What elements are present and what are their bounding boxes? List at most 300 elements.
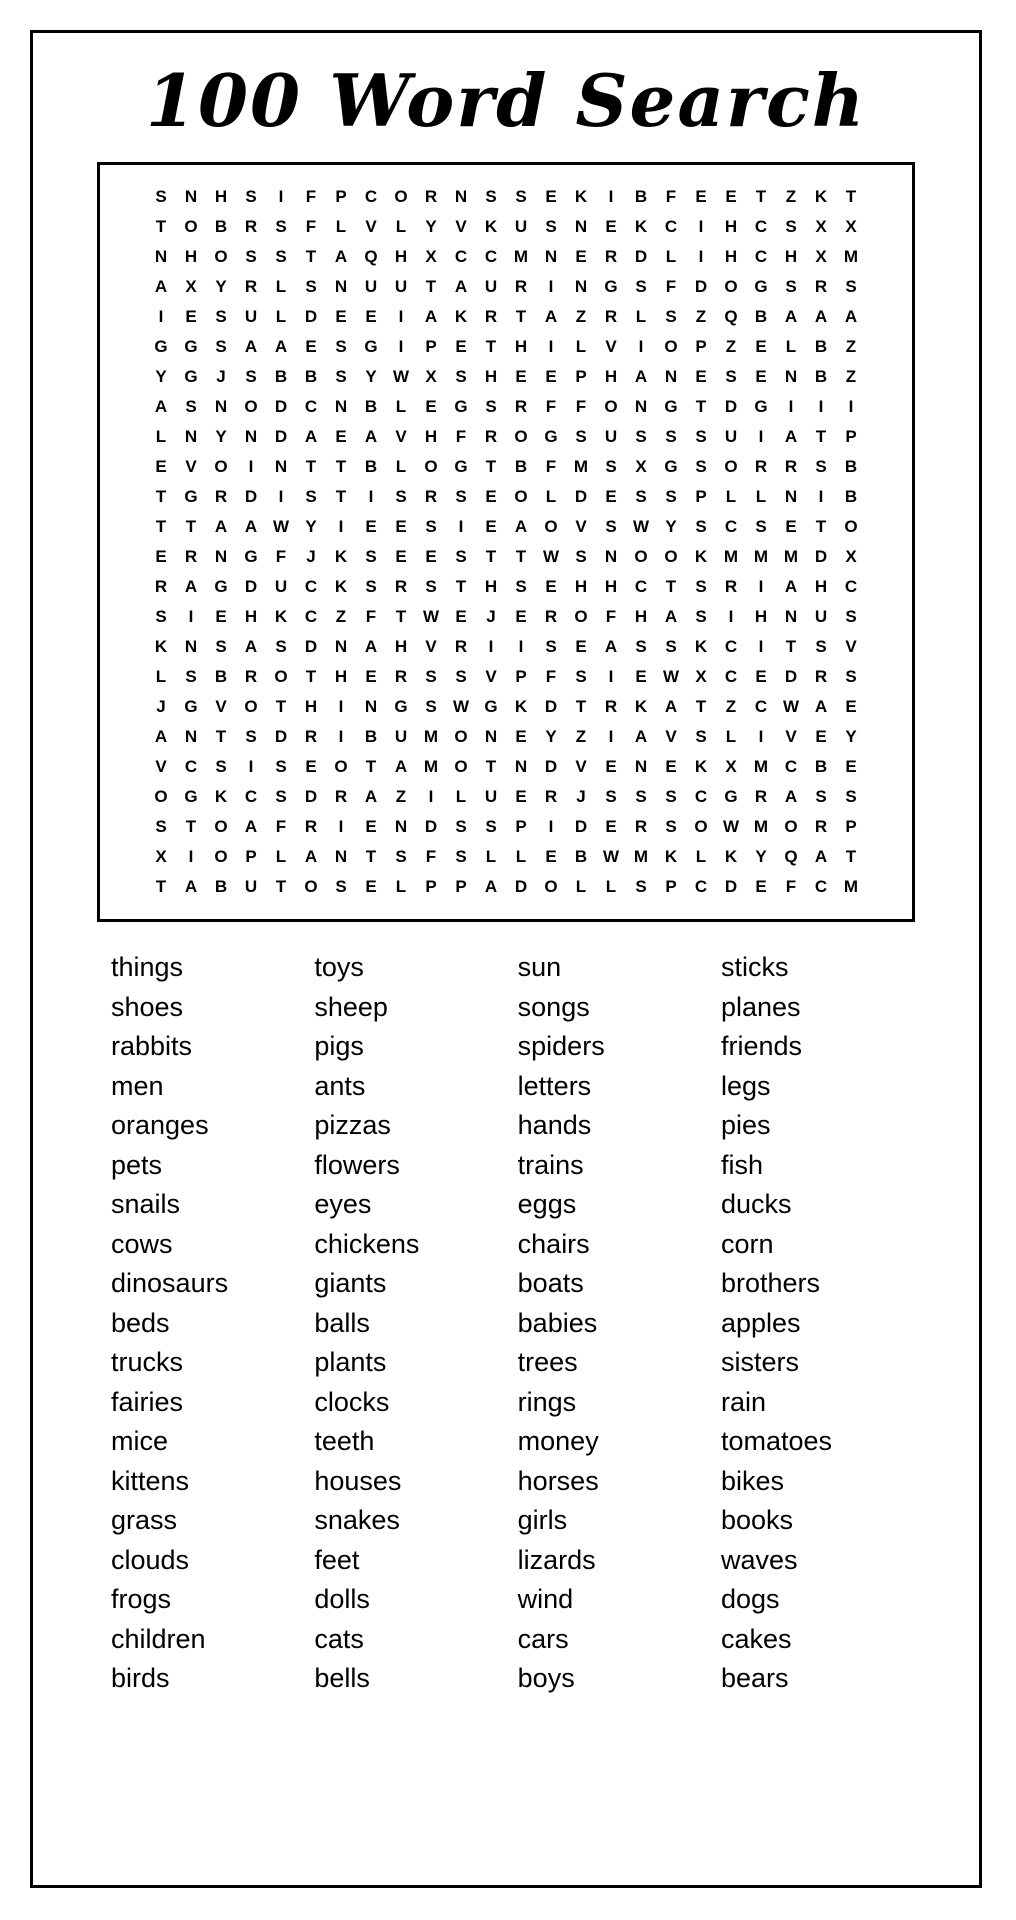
grid-cell: S [305,487,317,507]
grid-cell: S [215,637,227,657]
grid-cell: S [575,427,587,447]
grid-cell: G [604,277,618,297]
grid-cell: S [695,517,707,537]
grid-cell: A [214,517,228,537]
word-list-item: mice [111,1426,169,1457]
word-list-item: boys [517,1663,575,1694]
grid-cell: E [485,517,497,537]
grid-cell: N [784,367,798,387]
grid-cell: A [184,877,198,897]
word-list-item: bells [314,1663,370,1694]
grid-cell: D [514,877,528,897]
grid-cell: D [694,277,708,297]
grid-cell: W [392,367,410,387]
grid-cell: B [364,397,378,417]
grid-cell: Z [845,367,857,387]
grid-cell: O [724,457,738,477]
grid-cell: B [214,667,228,687]
grid-cell: I [278,487,284,507]
grid-cell: W [422,607,440,627]
grid-cell: A [664,607,678,627]
word-list-item: trucks [111,1347,184,1378]
grid-cell: V [665,727,677,747]
grid-cell: T [335,487,347,507]
word-list-item: chickens [314,1228,420,1259]
grid-cell: E [365,667,377,687]
grid-cell: H [304,697,318,717]
grid-cell: O [274,667,288,687]
grid-cell: I [608,727,614,747]
word-list-item: beds [111,1307,170,1338]
grid-cell: I [278,187,284,207]
grid-cell: O [724,277,738,297]
grid-cell: R [754,457,768,477]
grid-cell: L [155,427,167,447]
grid-cell: N [454,187,468,207]
grid-cell: K [154,637,168,657]
grid-cell: S [635,487,647,507]
grid-cell: S [245,367,257,387]
grid-cell: S [275,217,287,237]
grid-cell: C [184,757,198,777]
word-list-item: eyes [314,1189,372,1220]
grid-cell: N [634,757,648,777]
grid-cell: K [694,757,708,777]
grid-cell: C [694,877,708,897]
grid-cell: N [184,637,198,657]
word-search-grid [100,183,912,903]
grid-cell: W [722,817,740,837]
grid-cell: S [185,667,197,687]
grid-row [146,393,866,420]
grid-cell: S [455,547,467,567]
grid-cell: V [575,517,587,537]
grid-cell: D [574,487,588,507]
grid-cell: N [334,277,348,297]
grid-cell: H [814,577,828,597]
grid-cell: A [364,637,378,657]
grid-cell: R [814,817,828,837]
word-list-item: birds [111,1663,170,1694]
grid-cell: S [455,487,467,507]
grid-cell: S [515,187,527,207]
grid-cell: B [304,367,318,387]
grid-cell: L [785,337,797,357]
grid-cell: T [155,217,167,237]
grid-cell: D [304,637,318,657]
grid-cell: H [724,247,738,267]
word-list-item: oranges [111,1110,209,1141]
word-list-column [518,948,698,1699]
grid-cell: S [815,637,827,657]
grid-cell: D [274,397,288,417]
grid-cell: A [154,277,168,297]
grid-cell: R [484,427,498,447]
word-list-item: waves [720,1544,798,1575]
grid-cell: V [425,637,437,657]
grid-cell: I [488,637,494,657]
word-list-item: sisters [720,1347,799,1378]
grid-cell: R [544,787,558,807]
grid-cell: T [485,337,497,357]
grid-cell: N [334,637,348,657]
grid-cell: H [394,637,408,657]
grid-cell: A [814,697,828,717]
grid-cell: T [665,577,677,597]
grid-cell: E [425,547,437,567]
grid-cell: L [275,277,287,297]
grid-cell: S [215,757,227,777]
grid-cell: S [575,547,587,567]
grid-cell: N [544,247,558,267]
grid-cell: B [814,367,828,387]
grid-cell: U [394,277,408,297]
grid-cell: L [515,847,527,867]
grid-cell: I [548,337,554,357]
grid-row [146,213,866,240]
grid-cell: B [844,457,858,477]
grid-cell: I [758,637,764,657]
grid-cell: E [545,577,557,597]
grid-cell: A [244,817,258,837]
grid-cell: R [754,787,768,807]
grid-cell: S [395,847,407,867]
word-list-item: pizzas [314,1110,391,1141]
grid-cell: U [814,607,828,627]
grid-row [146,273,866,300]
grid-cell: P [245,847,257,867]
grid-cell: L [395,397,407,417]
grid-cell: L [635,307,647,327]
grid-cell: C [364,187,378,207]
grid-cell: F [785,877,797,897]
grid-cell: L [545,487,557,507]
grid-cell: M [513,247,529,267]
grid-cell: B [274,367,288,387]
grid-cell: I [758,427,764,447]
grid-cell: S [335,367,347,387]
grid-cell: H [424,427,438,447]
grid-cell: S [665,637,677,657]
grid-cell: V [605,337,617,357]
grid-cell: Z [575,727,587,747]
grid-cell: R [244,277,258,297]
word-list-item: grass [111,1505,178,1536]
grid-cell: S [425,697,437,717]
grid-cell: F [545,457,557,477]
word-list-item: kittens [111,1465,190,1496]
grid-cell: T [185,517,197,537]
grid-cell: N [634,397,648,417]
grid-cell: P [575,367,587,387]
grid-cell: O [634,547,648,567]
grid-cell: O [214,247,228,267]
grid-cell: R [394,667,408,687]
grid-cell: R [514,277,528,297]
grid-cell: C [304,607,318,627]
grid-cell: L [695,847,707,867]
grid-cell: E [665,757,677,777]
grid-cell: S [635,427,647,447]
grid-cell: E [785,517,797,537]
grid-cell: C [724,517,738,537]
grid-cell: Y [215,277,227,297]
grid-cell: S [155,607,167,627]
grid-cell: X [725,757,737,777]
grid-cell: I [188,607,194,627]
grid-cell: O [664,547,678,567]
grid-cell: D [274,727,288,747]
grid-cell: C [484,247,498,267]
word-list-item: clouds [111,1544,190,1575]
grid-cell: S [605,787,617,807]
grid-cell: I [818,487,824,507]
grid-cell: Y [425,217,437,237]
grid-cell: I [758,727,764,747]
worksheet-page [30,30,982,1888]
grid-cell: K [454,307,468,327]
grid-cell: G [184,487,198,507]
grid-cell: P [665,877,677,897]
grid-cell: E [605,487,617,507]
grid-cell: H [604,577,618,597]
grid-cell: S [665,427,677,447]
grid-cell: S [845,277,857,297]
grid-cell: G [454,397,468,417]
word-list-item: babies [517,1307,598,1338]
grid-cell: T [845,187,857,207]
grid-cell: C [694,787,708,807]
grid-cell: B [514,457,528,477]
grid-cell: I [728,607,734,627]
grid-cell: S [215,337,227,357]
grid-cell: E [155,457,167,477]
grid-cell: R [604,697,618,717]
grid-cell: F [575,397,587,417]
grid-cell: H [484,367,498,387]
grid-cell: W [632,517,650,537]
grid-cell: K [334,577,348,597]
grid-cell: O [304,877,318,897]
grid-cell: A [424,307,438,327]
grid-cell: N [334,397,348,417]
grid-cell: S [695,607,707,627]
grid-cell: E [725,187,737,207]
grid-cell: D [244,577,258,597]
grid-cell: B [364,457,378,477]
grid-cell: F [665,187,677,207]
grid-cell: T [485,547,497,567]
grid-cell: K [274,607,288,627]
grid-cell: L [575,337,587,357]
grid-cell: H [634,607,648,627]
grid-cell: S [635,637,647,657]
grid-cell: U [274,577,288,597]
grid-cell: S [605,457,617,477]
grid-cell: K [694,637,708,657]
word-list [111,948,901,1699]
grid-cell: T [695,397,707,417]
grid-cell: R [214,487,228,507]
grid-cell: S [185,397,197,417]
grid-cell: V [395,427,407,447]
grid-cell: U [484,277,498,297]
grid-cell: T [785,637,797,657]
grid-cell: G [664,457,678,477]
word-list-item: money [517,1426,599,1457]
grid-cell: S [485,187,497,207]
grid-cell: O [334,757,348,777]
grid-cell: E [605,817,617,837]
grid-row [146,753,866,780]
grid-cell: V [575,757,587,777]
grid-cell: H [244,607,258,627]
grid-cell: M [573,457,589,477]
grid-cell: S [305,277,317,297]
grid-cell: I [338,697,344,717]
grid-cell: V [455,217,467,237]
grid-cell: H [604,367,618,387]
grid-cell: T [755,187,767,207]
grid-cell: J [486,607,496,627]
grid-cell: M [633,847,649,867]
grid-cell: N [394,817,408,837]
grid-cell: R [724,577,738,597]
grid-cell: F [455,427,467,447]
grid-cell: K [634,217,648,237]
grid-cell: S [155,817,167,837]
grid-cell: W [452,697,470,717]
grid-cell: J [216,367,226,387]
grid-cell: N [484,727,498,747]
grid-cell: N [184,727,198,747]
grid-cell: E [845,757,857,777]
grid-row [146,843,866,870]
grid-row [146,453,866,480]
grid-cell: S [455,817,467,837]
grid-cell: E [155,547,167,567]
word-list-item: children [111,1623,206,1654]
grid-cell: M [753,547,769,567]
grid-cell: E [305,757,317,777]
grid-cell: E [215,607,227,627]
grid-cell: T [425,277,437,297]
grid-cell: I [428,787,434,807]
word-list-item: fish [720,1149,764,1180]
grid-cell: R [244,667,258,687]
grid-cell: I [548,817,554,837]
grid-cell: C [724,637,738,657]
grid-cell: X [185,277,197,297]
grid-cell: S [845,787,857,807]
grid-cell: G [154,337,168,357]
grid-cell: X [815,247,827,267]
grid-row [146,783,866,810]
grid-cell: S [695,577,707,597]
grid-cell: I [638,337,644,357]
grid-cell: A [634,727,648,747]
grid-cell: V [485,667,497,687]
grid-cell: E [815,727,827,747]
grid-cell: Z [725,697,737,717]
grid-cell: U [724,427,738,447]
grid-cell: A [394,757,408,777]
grid-cell: T [305,667,317,687]
grid-cell: X [635,457,647,477]
word-list-item: chairs [517,1228,590,1259]
word-list-item: dinosaurs [111,1268,229,1299]
grid-cell: A [784,577,798,597]
grid-cell: J [576,787,586,807]
grid-row [146,363,866,390]
grid-cell: B [814,337,828,357]
grid-cell: S [635,277,647,297]
word-list-item: flowers [314,1149,400,1180]
grid-cell: G [184,787,198,807]
grid-cell: Z [575,307,587,327]
grid-cell: L [605,877,617,897]
word-list-item: trees [517,1347,578,1378]
grid-cell: N [574,277,588,297]
grid-cell: N [214,397,228,417]
grid-cell: L [395,877,407,897]
grid-cell: S [635,877,647,897]
grid-cell: F [305,187,317,207]
grid-cell: S [155,187,167,207]
grid-cell: F [305,217,317,237]
grid-cell: S [425,667,437,687]
word-list-item: feet [314,1544,360,1575]
grid-cell: E [755,877,767,897]
grid-cell: O [514,427,528,447]
grid-cell: G [754,277,768,297]
grid-row [146,813,866,840]
grid-cell: M [843,247,859,267]
grid-cell: S [725,367,737,387]
word-list-item: cows [111,1228,173,1259]
word-list-item: sun [517,952,562,983]
grid-cell: Y [845,727,857,747]
grid-cell: S [695,457,707,477]
grid-cell: I [848,397,854,417]
grid-cell: T [485,757,497,777]
grid-cell: S [395,487,407,507]
grid-cell: L [725,727,737,747]
grid-cell: R [154,577,168,597]
grid-cell: R [784,457,798,477]
grid-cell: S [515,577,527,597]
grid-cell: R [544,607,558,627]
grid-cell: H [754,607,768,627]
grid-cell: T [815,517,827,537]
grid-cell: Y [215,427,227,447]
grid-cell: F [545,667,557,687]
grid-cell: C [754,217,768,237]
grid-cell: T [815,427,827,447]
grid-row [146,483,866,510]
grid-cell: H [514,337,528,357]
grid-cell: N [184,427,198,447]
grid-cell: P [695,337,707,357]
grid-cell: W [272,517,290,537]
grid-cell: G [724,787,738,807]
grid-cell: L [335,217,347,237]
grid-cell: T [185,817,197,837]
grid-cell: X [425,247,437,267]
grid-cell: L [485,847,497,867]
grid-cell: F [605,607,617,627]
grid-cell: U [604,427,618,447]
